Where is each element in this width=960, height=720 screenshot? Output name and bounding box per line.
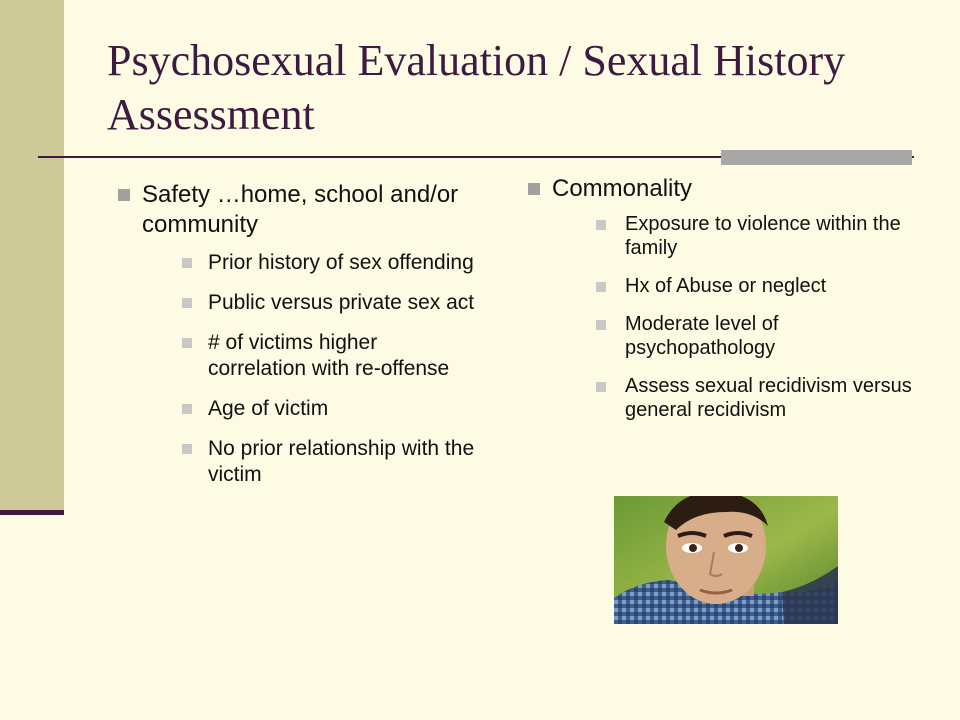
right-column: [528, 174, 928, 436]
square-bullet-icon: [182, 444, 192, 454]
list-item: [596, 212, 928, 260]
list-item: [596, 312, 928, 360]
left-column: [118, 180, 478, 502]
square-bullet-icon: [596, 382, 606, 392]
safety-subitems: [182, 250, 478, 488]
square-bullet-icon: [528, 183, 540, 195]
list-item: [182, 250, 478, 276]
portrait-illustration: [614, 496, 838, 624]
list-item-text: Exposure to violence within the family: [625, 213, 901, 259]
list-item-text: # of victims higher correlation with re-offense: [208, 331, 450, 380]
square-bullet-icon: [596, 220, 606, 230]
list-item-text: Age of victim: [208, 397, 329, 420]
list-item: [182, 396, 478, 422]
square-bullet-icon: [182, 338, 192, 348]
list-item: [182, 436, 478, 488]
bullet-safety: [118, 180, 478, 488]
list-item-text: Assess sexual recidivism versus general recidivism: [625, 375, 912, 421]
left-sidebar-band: [0, 0, 64, 512]
commonality-subitems: [596, 212, 928, 422]
bullet-text: Safety …home, school and/or community: [142, 181, 459, 238]
square-bullet-icon: [118, 189, 130, 201]
accent-bar: [721, 150, 912, 165]
list-item-text: Public versus private sex act: [208, 291, 475, 314]
slide-title: Psychosexual Evaluation / Sexual History Assessment: [107, 36, 846, 139]
bullet-text: Commonality: [552, 175, 693, 202]
list-item: [182, 330, 478, 382]
list-item-text: Hx of Abuse or neglect: [625, 275, 827, 297]
sidebar-cap-line: [0, 510, 64, 515]
square-bullet-icon: [182, 298, 192, 308]
list-item-text: Moderate level of psychopathology: [625, 313, 779, 359]
square-bullet-icon: [182, 404, 192, 414]
list-item-text: No prior relationship with the victim: [208, 437, 475, 486]
portrait-photo: [614, 496, 838, 624]
bullet-commonality: [528, 174, 928, 422]
list-item-text: Prior history of sex offending: [208, 251, 474, 274]
list-item: [596, 274, 928, 298]
list-item: [182, 290, 478, 316]
square-bullet-icon: [182, 258, 192, 268]
square-bullet-icon: [596, 320, 606, 330]
square-bullet-icon: [596, 282, 606, 292]
list-item: [596, 374, 928, 422]
